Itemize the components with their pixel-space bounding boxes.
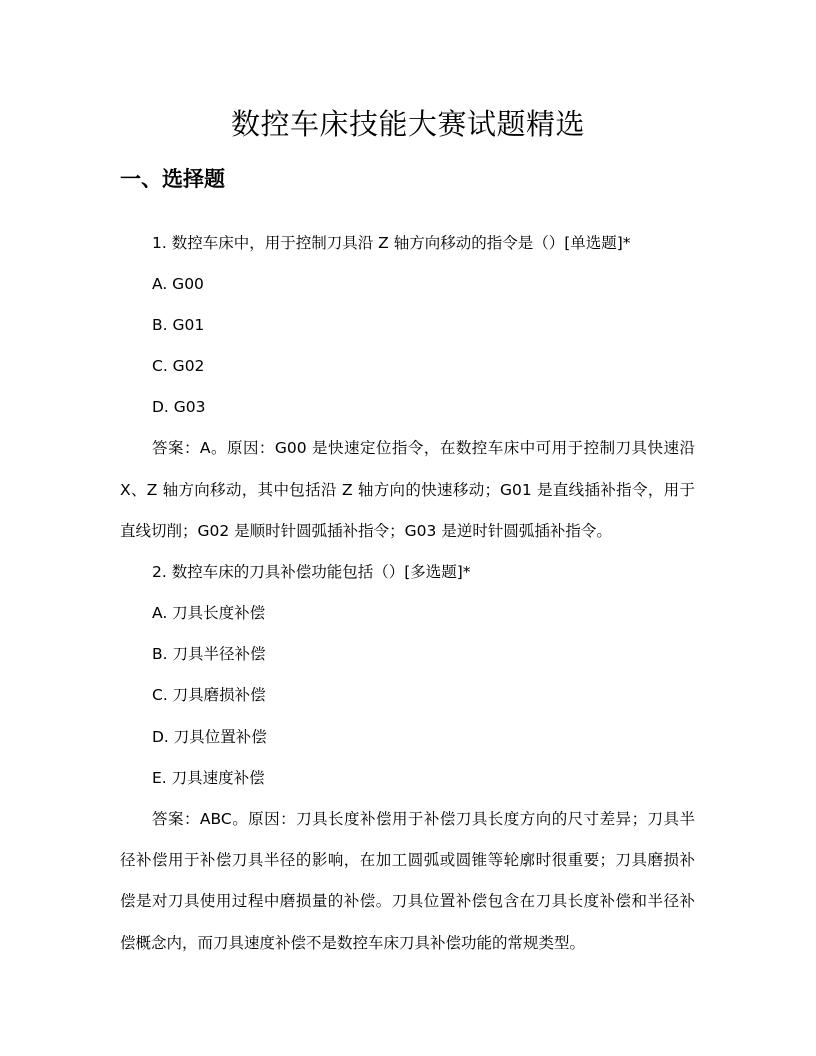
question-2-option-d: D. 刀具位置补偿 (152, 728, 267, 746)
question-2-answer-line: 偿概念内，而刀具速度补偿不是数控车床刀具补偿功能的常规类型。 (120, 934, 586, 952)
question-1-option-c: C. G02 (152, 357, 205, 375)
question-1-option-d: D. G03 (152, 398, 206, 416)
question-1-stem: 1. 数控车床中，用于控制刀具沿 Z 轴方向移动的指令是（）[单选题]* (152, 234, 631, 252)
question-2-option-b: B. 刀具半径补偿 (152, 645, 266, 663)
question-2-option-a: A. 刀具长度补偿 (152, 604, 266, 622)
question-2-option-e: E. 刀具速度补偿 (152, 769, 265, 787)
question-1-answer-line: 答案：A。原因：G00 是快速定位指令，在数控车床中可用于控制刀具快速沿 (152, 439, 695, 457)
question-2-option-c: C. 刀具磨损补偿 (152, 686, 266, 704)
question-1-option-b: B. G01 (152, 316, 205, 334)
question-2-stem: 2. 数控车床的刀具补偿功能包括（）[多选题]* (152, 563, 471, 581)
document-title: 数控车床技能大赛试题精选 (230, 107, 585, 141)
question-1-answer-line: X、Z 轴方向移动，其中包括沿 Z 轴方向的快速移动；G01 是直线插补指令，用于 (120, 481, 695, 499)
question-1-option-a: A. G00 (152, 275, 204, 293)
question-2-answer-line: 径补偿用于补偿刀具半径的影响，在加工圆弧或圆锥等轮廓时很重要；刀具磨损补 (120, 851, 695, 869)
question-2-answer-line: 答案：ABC。原因：刀具长度补偿用于补偿刀具长度方向的尺寸差异；刀具半 (152, 810, 695, 828)
section-heading: 一、选择题 (120, 167, 225, 191)
question-1-answer-line: 直线切削；G02 是顺时针圆弧插补指令；G03 是逆时针圆弧插补指令。 (120, 522, 612, 540)
question-2-answer-line: 偿是对刀具使用过程中磨损量的补偿。刀具位置补偿包含在刀具长度补偿和半径补 (120, 892, 695, 910)
